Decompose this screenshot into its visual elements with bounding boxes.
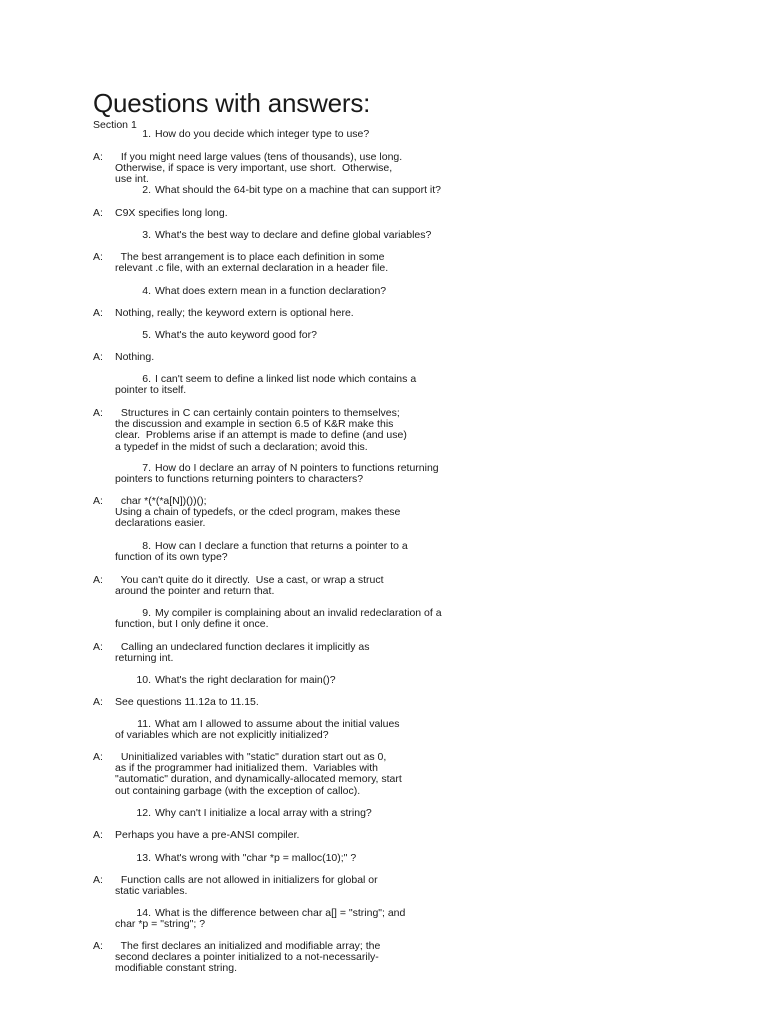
answer-line: "automatic" duration, and dynamically-allocated memory, start (115, 773, 402, 786)
answer-label: A: (93, 874, 103, 886)
answer-6 (93, 408, 407, 453)
answer-7 (93, 496, 400, 530)
question-text: What is the difference between char a[] = "string"; and (155, 907, 406, 919)
question-text: How do you decide which integer type to use? (155, 128, 370, 140)
answer-label: A: (93, 151, 103, 163)
answer-line: Calling an undeclared function declares it implicitly as (115, 641, 370, 653)
question-text-continued: of variables which are not explicitly initialized? (115, 729, 329, 742)
answer-label: A: (93, 351, 103, 363)
answer-line: a typedef in the midst of such a declaration; avoid this. (115, 440, 368, 453)
answer-line: Structures in C can certainly contain pointers to themselves; (115, 407, 400, 419)
answer-line: Nothing, really; the keyword extern is optional here. (115, 307, 354, 319)
question-text-continued: function of its own type? (115, 551, 228, 564)
answer-line: static variables. (115, 885, 188, 898)
question-text: My compiler is complaining about an invalid redeclaration of a (155, 607, 442, 619)
answer-label: A: (93, 307, 103, 319)
answer-line: returning int. (115, 652, 174, 665)
answer-label: A: (93, 751, 103, 763)
question-text: What's the auto keyword good for? (155, 329, 317, 341)
answer-line: use int. (115, 173, 149, 186)
question-text: I can't seem to define a linked list node which contains a (155, 373, 417, 385)
answer-line: Otherwise, if space is very important, use short. Otherwise, (115, 162, 393, 175)
question-4 (115, 286, 386, 297)
answer-line: clear. Problems arise if an attempt is made to define (and use) (115, 429, 407, 442)
answer-label: A: (93, 251, 103, 263)
answer-label: A: (93, 495, 103, 507)
answer-label: A: (93, 407, 103, 419)
question-number: 2. (142, 184, 151, 196)
question-text: What's the right declaration for main()? (155, 674, 336, 686)
question-14 (115, 908, 405, 930)
answer-line: around the pointer and return that. (115, 585, 275, 598)
answer-label: A: (93, 940, 103, 952)
question-number: 4. (142, 285, 151, 297)
question-text-continued: pointers to functions returning pointers to characters? (115, 473, 364, 486)
question-1 (115, 129, 369, 140)
question-9 (115, 608, 442, 630)
question-text-continued: function, but I only define it once. (115, 618, 269, 631)
answer-line: C9X specifies long long. (115, 207, 228, 219)
answer-line: char *(*(*a[N])())(); (115, 495, 207, 507)
answer-line: as if the programmer had initialized them. Variables with (115, 762, 379, 775)
question-text: How do I declare an array of N pointers to functions returning (155, 462, 439, 474)
answer-line: Uninitialized variables with "static" duration start out as 0, (115, 751, 387, 763)
question-3 (115, 230, 431, 241)
question-number: 9. (142, 607, 151, 619)
question-number: 5. (142, 329, 151, 341)
answer-line: modifiable constant string. (115, 962, 237, 975)
question-number: 7. (142, 462, 151, 474)
question-8 (115, 541, 408, 563)
question-text: What should the 64-bit type on a machine that can support it? (155, 184, 442, 196)
page-title: Questions with answers: (93, 88, 371, 118)
answer-8 (93, 575, 384, 597)
answer-10 (93, 697, 259, 708)
answer-line: relevant .c file, with an external declaration in a header file. (115, 262, 389, 275)
question-10 (115, 675, 336, 686)
question-text: Why can't I initialize a local array with a string? (155, 807, 372, 819)
answer-line: second declares a pointer initialized to a not-necessarily- (115, 951, 379, 964)
question-number: 12. (136, 807, 151, 819)
section-heading: Section 1 (93, 119, 137, 131)
answer-line: The best arrangement is to place each definition in some (115, 251, 385, 263)
question-text-continued: pointer to itself. (115, 384, 187, 397)
answer-12 (93, 830, 299, 841)
answer-line: out containing garbage (with the exception of calloc). (115, 784, 361, 797)
question-number: 10. (136, 674, 151, 686)
question-text: How can I declare a function that returns a pointer to a (155, 540, 408, 552)
question-5 (115, 330, 317, 341)
answer-label: A: (93, 574, 103, 586)
answer-label: A: (93, 829, 103, 841)
answer-13 (93, 875, 378, 897)
answer-11 (93, 752, 402, 797)
question-7 (115, 463, 439, 485)
question-number: 1. (142, 128, 151, 140)
question-11 (115, 719, 400, 741)
answer-line: You can't quite do it directly. Use a cast, or wrap a struct (115, 574, 384, 586)
answer-1 (93, 152, 402, 186)
answer-line: declarations easier. (115, 517, 206, 530)
answer-line: Nothing. (115, 351, 155, 363)
answer-9 (93, 642, 369, 664)
answer-2 (93, 208, 228, 219)
question-number: 6. (142, 373, 151, 385)
question-2 (115, 185, 441, 196)
question-number: 8. (142, 540, 151, 552)
question-number: 11. (137, 718, 151, 730)
answer-line: Perhaps you have a pre-ANSI compiler. (115, 829, 300, 841)
question-6 (115, 374, 416, 396)
answer-label: A: (93, 641, 103, 653)
question-number: 14. (136, 907, 151, 919)
answer-line: the discussion and example in section 6.5 of K&R make this (115, 418, 394, 431)
answer-label: A: (93, 696, 103, 708)
answer-14 (93, 941, 380, 975)
question-12 (115, 808, 372, 819)
question-text: What does extern mean in a function declaration? (155, 285, 387, 297)
question-text-continued: char *p = "string"; ? (115, 918, 206, 931)
question-number: 3. (142, 229, 151, 241)
question-text: What am I allowed to assume about the initial values (155, 718, 400, 730)
answer-3 (93, 252, 388, 274)
question-number: 13. (136, 852, 151, 864)
answer-line: If you might need large values (tens of thousands), use long. (115, 151, 403, 163)
answer-5 (93, 352, 154, 363)
answer-line: Using a chain of typedefs, or the cdecl program, makes these (115, 506, 401, 519)
question-text: What's wrong with "char *p = malloc(10);" ? (155, 852, 357, 864)
answer-label: A: (93, 207, 103, 219)
answer-line: See questions 11.12a to 11.15. (115, 696, 259, 708)
answer-line: The first declares an initialized and modifiable array; the (115, 940, 381, 952)
question-13 (115, 853, 356, 864)
answer-line: Function calls are not allowed in initializers for global or (115, 874, 378, 886)
answer-4 (93, 308, 354, 319)
question-text: What's the best way to declare and define global variables? (155, 229, 432, 241)
